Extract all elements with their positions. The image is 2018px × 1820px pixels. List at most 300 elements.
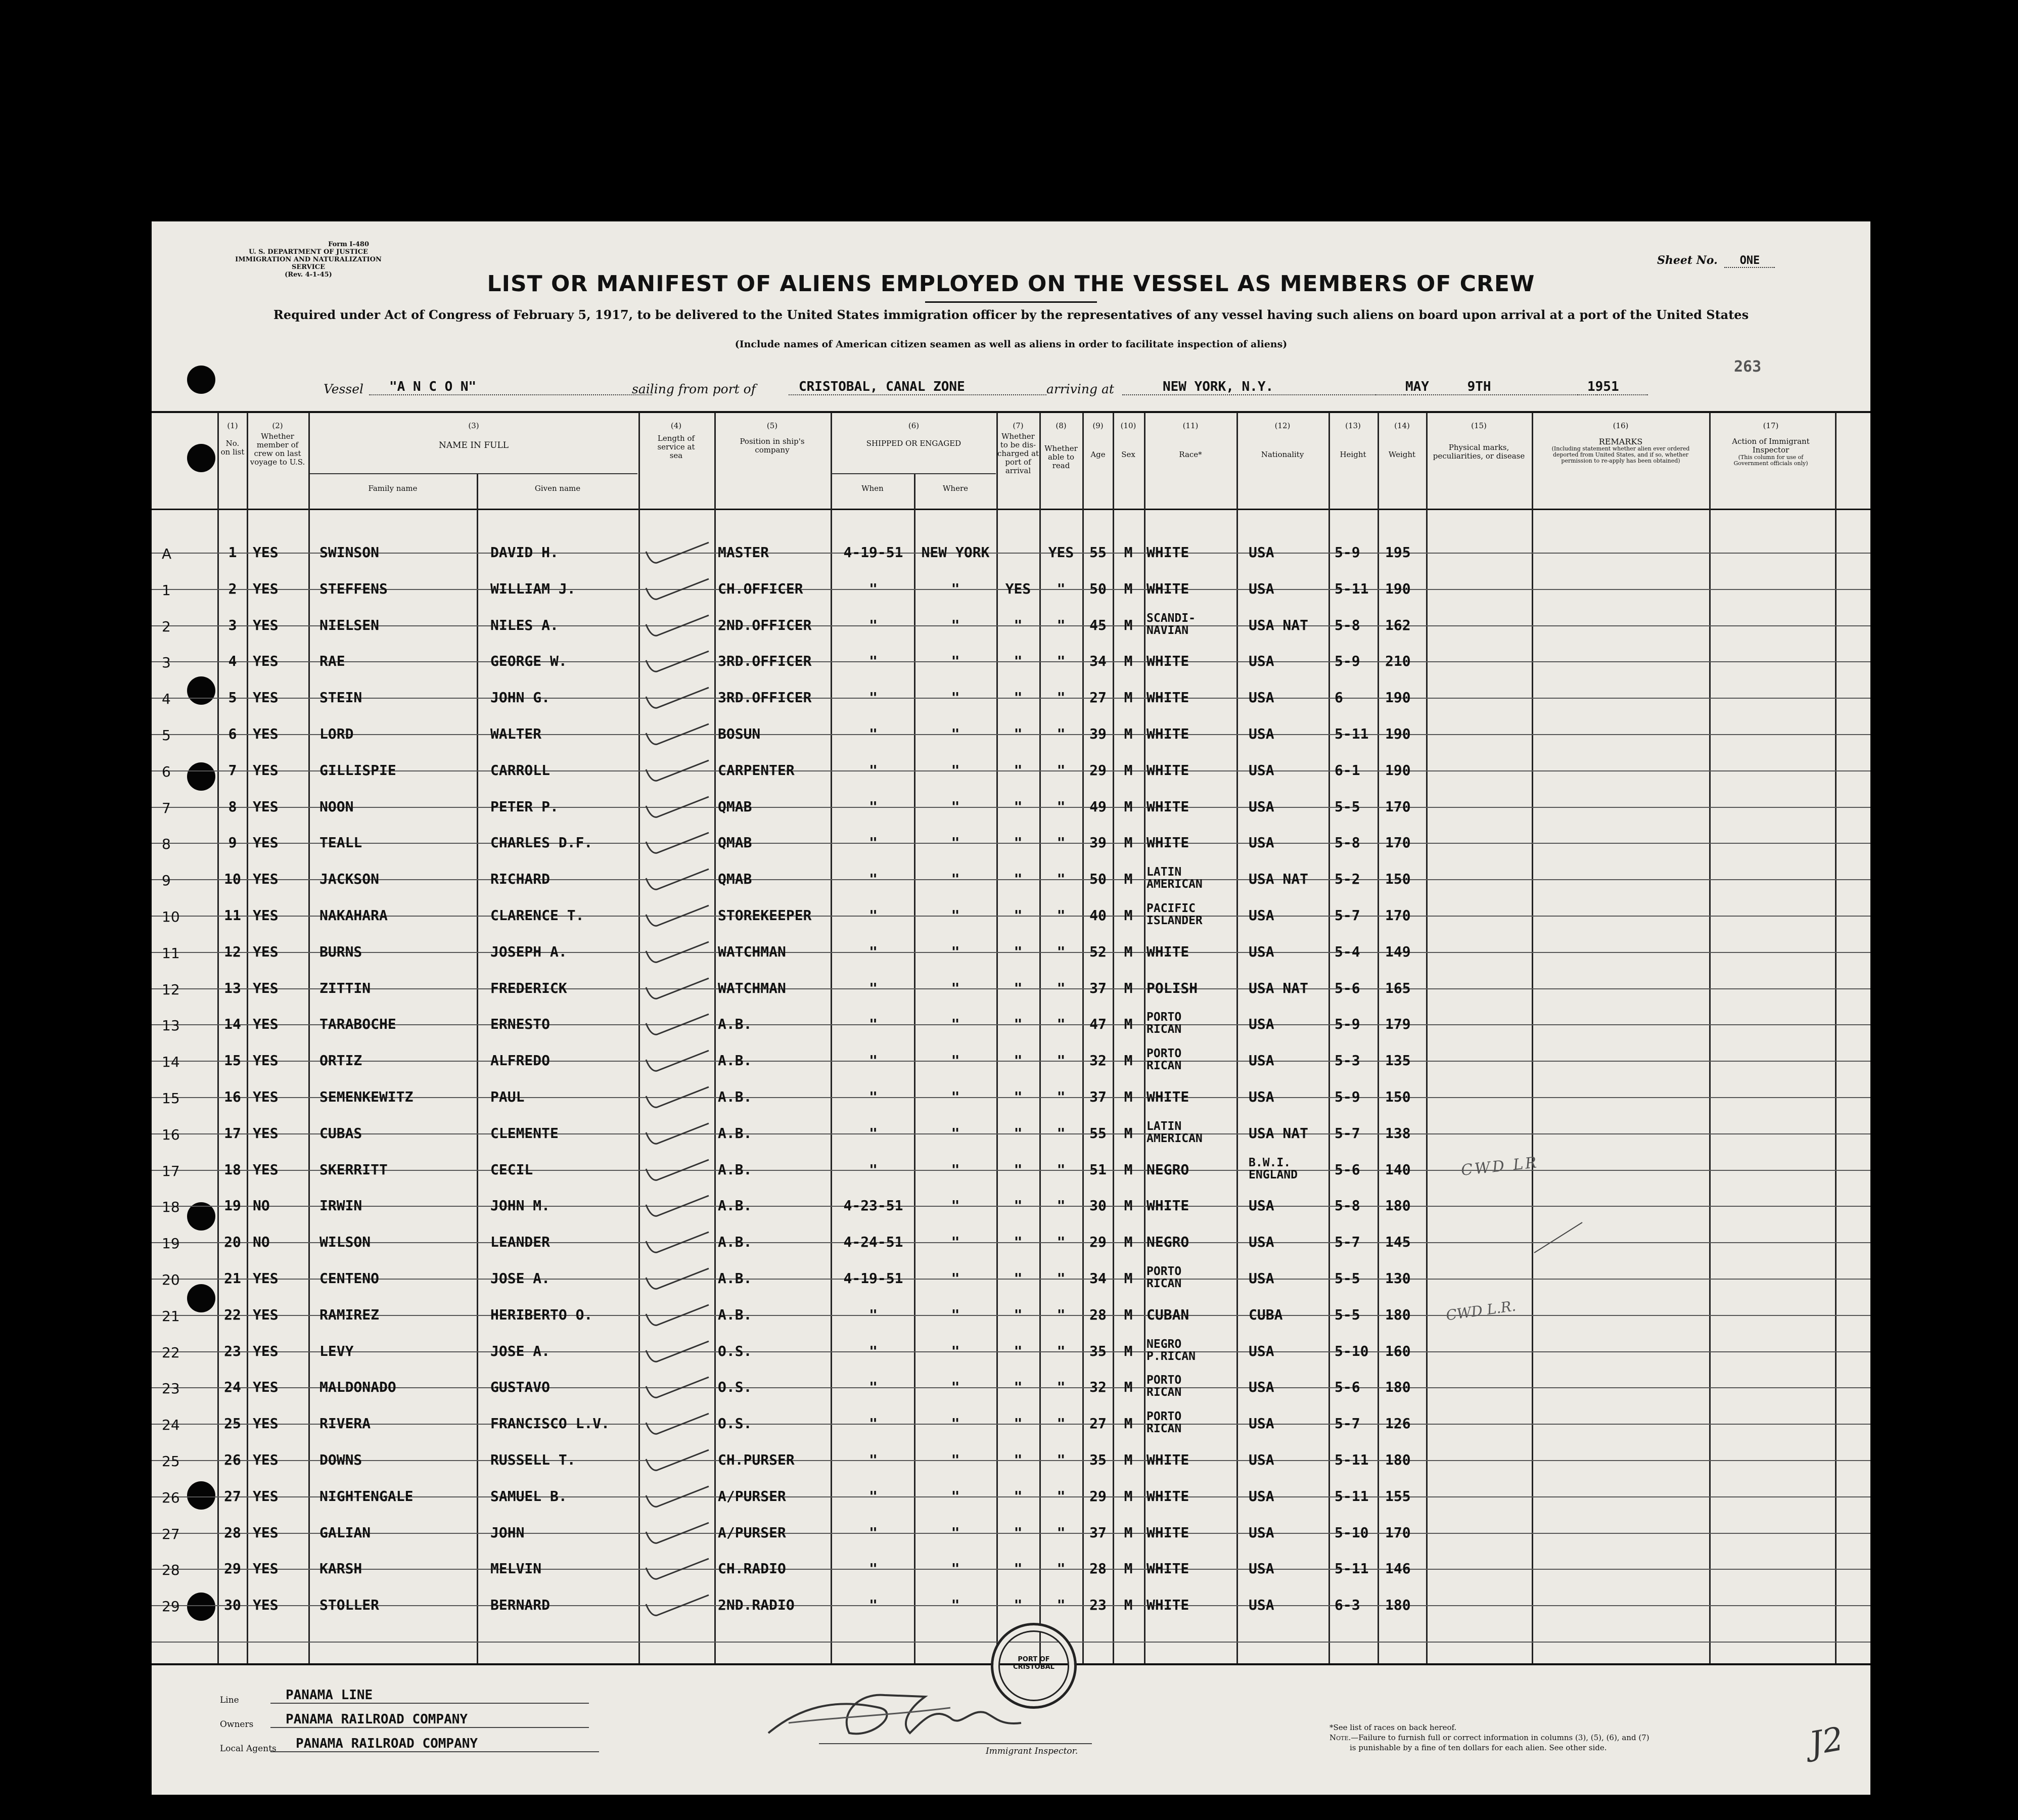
cell-race-line1: WHITE <box>1146 1560 1189 1577</box>
cell-shipped-where: " <box>951 1161 960 1178</box>
cell-family-name: TARABOCHE <box>319 1016 396 1033</box>
cell-discharged: " <box>1014 1415 1023 1432</box>
cell-family-name: GILLISPIE <box>319 761 396 779</box>
agents-value: PANAMA RAILROAD COMPANY <box>270 1736 599 1752</box>
punch-hole <box>187 444 215 472</box>
cell-nationality <box>1249 1199 1327 1213</box>
cell-age: 34 <box>1089 653 1107 670</box>
cell-height: 6-3 <box>1335 1597 1360 1614</box>
cell-family-name: KARSH <box>319 1560 362 1577</box>
cell-sex: M <box>1124 1270 1133 1287</box>
cell-no: 2 <box>228 580 237 597</box>
cell-race-line2: AMERICAN <box>1146 1131 1203 1145</box>
cell-age: 52 <box>1089 943 1107 960</box>
cell-discharged: " <box>1014 1487 1023 1505</box>
cell-nationality-line1: USA <box>1249 1342 1274 1359</box>
check-mark <box>1532 1217 1587 1258</box>
col1-number: (1) <box>227 421 238 430</box>
cell-discharged: " <box>1014 761 1023 779</box>
cell-sex: M <box>1124 1124 1133 1142</box>
cell-family-name: CENTENO <box>319 1270 380 1287</box>
cell-no: 1 <box>228 544 237 561</box>
cell-sex: M <box>1124 544 1133 561</box>
column-divider <box>1039 413 1041 1663</box>
cell-no: 9 <box>228 834 237 851</box>
column-divider <box>217 413 219 1663</box>
col15-header <box>1427 422 1531 461</box>
cell-able-read: " <box>1057 1124 1066 1142</box>
col2-label: Whether member of crew on last voyage to U.S. <box>250 432 305 467</box>
cell-race <box>1146 612 1235 636</box>
cell-family-name: SKERRITT <box>319 1161 388 1178</box>
cell-sex: M <box>1124 1560 1133 1577</box>
cell-race-line1: CUBAN <box>1146 1306 1189 1323</box>
cell-position: CH.OFFICER <box>718 580 803 597</box>
cell-height: 5-3 <box>1335 1052 1360 1069</box>
owners-label: Owners <box>220 1719 254 1730</box>
cell-race-line1: WHITE <box>1146 1088 1189 1105</box>
cell-sex: M <box>1124 1197 1133 1214</box>
cell-nationality <box>1249 1308 1327 1322</box>
col10-number: (10) <box>1120 421 1136 430</box>
cell-no: 4 <box>228 653 237 670</box>
cell-height: 5-6 <box>1335 979 1360 996</box>
cell-age: 55 <box>1089 544 1107 561</box>
cell-shipped-when: " <box>869 834 878 851</box>
cell-able-read: " <box>1057 1088 1066 1105</box>
cell-nationality <box>1249 1598 1327 1612</box>
col14-number: (14) <box>1394 421 1410 430</box>
cell-shipped-where: " <box>951 798 960 815</box>
cell-discharged: " <box>1014 1451 1023 1468</box>
row-margin-mark: 29 <box>162 1598 180 1615</box>
cell-age: 40 <box>1089 907 1107 924</box>
cell-shipped-where: " <box>951 1306 960 1323</box>
service-check-mark <box>642 795 713 825</box>
cell-sex: M <box>1124 871 1133 888</box>
column-divider <box>1378 413 1379 1663</box>
footnote-note <box>1329 1733 1649 1742</box>
cell-nationality <box>1249 1489 1327 1504</box>
cell-able-read: " <box>1057 761 1066 779</box>
cell-shipped-where: " <box>951 1379 960 1396</box>
cell-height: 5-7 <box>1335 1124 1360 1142</box>
cell-weight: 138 <box>1385 1124 1411 1142</box>
service-check-mark <box>642 976 713 1007</box>
cell-family-name: NIELSEN <box>319 616 380 633</box>
column-divider <box>1426 413 1428 1663</box>
corner-initials: J2 <box>1807 1720 1847 1763</box>
cell-shipped-when: " <box>869 798 878 815</box>
cell-race-line1: WHITE <box>1146 1451 1189 1468</box>
cell-race <box>1146 1163 1235 1177</box>
cell-age: 35 <box>1089 1342 1107 1359</box>
cell-race-line1: WHITE <box>1146 653 1189 670</box>
cell-no: 15 <box>224 1052 241 1069</box>
cell-age: 32 <box>1089 1052 1107 1069</box>
cell-position: A.B. <box>718 1270 752 1287</box>
cell-shipped-when: " <box>869 1597 878 1614</box>
cell-family-name: TEALL <box>319 834 362 851</box>
cell-age: 51 <box>1089 1161 1107 1178</box>
service-check-mark <box>642 1085 713 1115</box>
cell-height: 5-10 <box>1335 1524 1369 1541</box>
cell-shipped-where: " <box>951 1415 960 1432</box>
cell-race-line1: PORTO <box>1146 1265 1182 1278</box>
service-check-mark <box>642 1049 713 1079</box>
cell-shipped-when: " <box>869 1342 878 1359</box>
cell-family-name: SWINSON <box>319 544 380 561</box>
cell-race-line1: NEGRO <box>1146 1161 1189 1178</box>
cell-able-read: " <box>1057 798 1066 815</box>
cell-nationality-line1: USA <box>1249 943 1274 960</box>
cell-shipped-where: " <box>951 834 960 851</box>
col7-number: (7) <box>1013 421 1024 430</box>
col6b-header: Where <box>942 484 968 493</box>
cell-nationality <box>1249 1235 1327 1249</box>
cell-race-line1: PACIFIC <box>1146 902 1196 915</box>
cell-position: STOREKEEPER <box>718 907 812 924</box>
cell-nationality-line1: B.W.I. <box>1249 1156 1291 1169</box>
service-check-mark <box>642 1448 713 1478</box>
cell-discharged: " <box>1014 1560 1023 1577</box>
cell-nationality <box>1249 1271 1327 1286</box>
cell-age: 55 <box>1089 1124 1107 1142</box>
cell-height: 5-5 <box>1335 1306 1360 1323</box>
cell-able-read: " <box>1057 871 1066 888</box>
cell-nationality <box>1249 872 1327 886</box>
cell-height: 5-4 <box>1335 943 1360 960</box>
row-margin-mark: 5 <box>162 727 171 744</box>
cell-race <box>1146 1489 1235 1504</box>
cell-last-voyage: NO <box>253 1234 270 1251</box>
col5-number: (5) <box>766 421 778 430</box>
service-check-mark <box>642 1121 713 1152</box>
cell-last-voyage: YES <box>253 544 279 561</box>
cell-age: 32 <box>1089 1379 1107 1396</box>
column-divider <box>247 413 248 1663</box>
cell-age: 39 <box>1089 834 1107 851</box>
cell-race-line2: ISLANDER <box>1146 914 1203 927</box>
col6a-header: When <box>861 484 884 493</box>
cell-shipped-when: " <box>869 689 878 706</box>
arrival-date: MAY 9TH <box>1375 379 1597 395</box>
cell-height: 5-9 <box>1335 1088 1360 1105</box>
cell-shipped-where: " <box>951 1451 960 1468</box>
manifest-sheet <box>152 221 1870 1795</box>
cell-family-name: BURNS <box>319 943 362 960</box>
cell-last-voyage: YES <box>253 1524 279 1541</box>
cell-family-name: IRWIN <box>319 1197 362 1214</box>
agents-label: Local Agents <box>220 1744 277 1754</box>
col15-label: Physical marks, peculiarities, or disease <box>1433 443 1525 461</box>
cell-last-voyage: YES <box>253 761 279 779</box>
cell-given-name: JOSEPH A. <box>490 943 567 960</box>
cell-height: 5-5 <box>1335 1270 1360 1287</box>
row-margin-mark: 14 <box>162 1054 180 1071</box>
cell-height: 5-11 <box>1335 725 1369 742</box>
cell-weight: 170 <box>1385 798 1411 815</box>
cell-able-read: " <box>1057 1161 1066 1178</box>
cell-height: 5-6 <box>1335 1379 1360 1396</box>
cell-height: 5-5 <box>1335 798 1360 815</box>
cell-no: 5 <box>228 689 237 706</box>
cell-family-name: SEMENKEWITZ <box>319 1088 414 1105</box>
header-bottom-border <box>152 509 1870 510</box>
cell-nationality-line1: USA <box>1249 1016 1274 1033</box>
cell-height: 5-10 <box>1335 1342 1369 1359</box>
cell-race <box>1146 800 1235 814</box>
title-underline <box>925 301 1097 303</box>
cell-able-read: " <box>1057 1016 1066 1033</box>
cell-height: 5-8 <box>1335 834 1360 851</box>
col3-label: NAME IN FULL <box>438 440 509 450</box>
cell-last-voyage: YES <box>253 1342 279 1359</box>
cell-position: WATCHMAN <box>718 979 786 996</box>
cell-sex: M <box>1124 653 1133 670</box>
cell-given-name: CARROLL <box>490 761 551 779</box>
cell-given-name: WALTER <box>490 725 542 742</box>
cell-able-read: " <box>1057 1487 1066 1505</box>
cell-able-read: " <box>1057 616 1066 633</box>
cell-race <box>1146 836 1235 850</box>
cell-given-name: JOHN M. <box>490 1197 551 1214</box>
cell-race-line1: WHITE <box>1146 798 1189 815</box>
col9-header <box>1083 422 1113 459</box>
row-margin-mark: 26 <box>162 1489 180 1506</box>
cell-sex: M <box>1124 798 1133 815</box>
cell-able-read: " <box>1057 1415 1066 1432</box>
cell-last-voyage: YES <box>253 1016 279 1033</box>
cell-position: A.B. <box>718 1052 752 1069</box>
col11-header <box>1145 422 1236 459</box>
cell-nationality <box>1249 945 1327 959</box>
cell-nationality <box>1249 1054 1327 1068</box>
cell-position: MASTER <box>718 544 769 561</box>
cell-able-read: " <box>1057 580 1066 597</box>
cell-given-name: JOHN G. <box>490 689 551 706</box>
cell-no: 18 <box>224 1161 241 1178</box>
cell-nationality <box>1249 1157 1327 1181</box>
cell-shipped-where: " <box>951 616 960 633</box>
cell-weight: 162 <box>1385 616 1411 633</box>
cell-height: 5-7 <box>1335 907 1360 924</box>
cell-shipped-where: " <box>951 1524 960 1541</box>
cell-given-name: ALFREDO <box>490 1052 551 1069</box>
cell-sex: M <box>1124 1234 1133 1251</box>
cell-nationality-line1: USA NAT <box>1249 616 1309 633</box>
cell-family-name: RAMIREZ <box>319 1306 380 1323</box>
cell-position: A.B. <box>718 1197 752 1214</box>
cell-race <box>1146 1308 1235 1322</box>
row-margin-mark: 1 <box>162 581 171 599</box>
cell-sex: M <box>1124 1306 1133 1323</box>
service-check-mark <box>642 1412 713 1442</box>
cell-sex: M <box>1124 1487 1133 1505</box>
cell-last-voyage: YES <box>253 943 279 960</box>
cell-position: 3RD.OFFICER <box>718 689 812 706</box>
cell-race <box>1146 902 1235 927</box>
service-check-mark <box>642 1593 713 1623</box>
service-check-mark <box>642 1521 713 1551</box>
col6-number: (6) <box>908 421 920 430</box>
cell-discharged: " <box>1014 725 1023 742</box>
cell-nationality <box>1249 1090 1327 1104</box>
cell-sex: M <box>1124 616 1133 633</box>
col2-number: (2) <box>272 421 283 430</box>
cell-race-line2: RICAN <box>1146 1059 1182 1073</box>
cell-shipped-when: 4-19-51 <box>843 1270 903 1287</box>
cell-position: CH.RADIO <box>718 1560 786 1577</box>
cell-shipped-when: 4-23-51 <box>843 1197 903 1214</box>
cell-given-name: JOSE A. <box>490 1270 551 1287</box>
cell-given-name: WILLIAM J. <box>490 580 576 597</box>
cell-no: 27 <box>224 1487 241 1505</box>
column-divider <box>1532 413 1533 1663</box>
cell-given-name: ERNESTO <box>490 1016 551 1033</box>
arriving-port: NEW YORK, N.Y. <box>1122 379 1405 395</box>
cell-shipped-where: " <box>951 871 960 888</box>
cell-family-name: DOWNS <box>319 1451 362 1468</box>
cell-no: 25 <box>224 1415 241 1432</box>
cell-weight: 180 <box>1385 1306 1411 1323</box>
cell-nationality-line1: USA <box>1249 544 1274 561</box>
cell-height: 5-8 <box>1335 1197 1360 1214</box>
col3b-header: Given name <box>534 484 581 493</box>
cell-given-name: PAUL <box>490 1088 525 1105</box>
cell-weight: 190 <box>1385 725 1411 742</box>
row-margin-mark: 9 <box>162 872 171 889</box>
table-top-border <box>152 411 1870 413</box>
cell-weight: 130 <box>1385 1270 1411 1287</box>
cell-last-voyage: YES <box>253 798 279 815</box>
cell-position: QMAB <box>718 798 752 815</box>
service-check-mark <box>642 577 713 607</box>
cell-able-read: " <box>1057 1560 1066 1577</box>
cell-nationality <box>1249 582 1327 596</box>
col1-header <box>220 422 245 457</box>
cell-family-name: LORD <box>319 725 354 742</box>
cell-position: A.B. <box>718 1124 752 1142</box>
col17-header <box>1710 422 1831 467</box>
cell-given-name: RUSSELL T. <box>490 1451 576 1468</box>
col5-label: Position in ship's company <box>740 437 805 454</box>
cell-no: 24 <box>224 1379 241 1396</box>
cell-able-read: " <box>1057 1270 1066 1287</box>
cell-nationality-line1: USA <box>1249 761 1274 779</box>
cell-race <box>1146 1120 1235 1145</box>
cell-family-name: ORTIZ <box>319 1052 362 1069</box>
inspector-label: Immigrant Inspector. <box>986 1746 1078 1756</box>
cell-shipped-when: " <box>869 1560 878 1577</box>
cell-shipped-when: " <box>869 1161 878 1178</box>
cell-shipped-when: " <box>869 725 878 742</box>
cell-height: 6 <box>1335 689 1343 706</box>
cell-family-name: NIGHTENGALE <box>319 1487 414 1505</box>
service-check-mark <box>642 1484 713 1515</box>
cell-last-voyage: YES <box>253 1124 279 1142</box>
cell-height: 5-11 <box>1335 1560 1369 1577</box>
cell-age: 30 <box>1089 1197 1107 1214</box>
cell-discharged: " <box>1014 1124 1023 1142</box>
cell-race-line2: RICAN <box>1146 1023 1182 1036</box>
sheet-number: ONE <box>1724 254 1775 268</box>
cell-last-voyage: YES <box>253 1451 279 1468</box>
cell-shipped-where: " <box>951 761 960 779</box>
cell-weight: 126 <box>1385 1415 1411 1432</box>
service-check-mark <box>642 1194 713 1224</box>
remark-skerritt: CWD LR <box>1460 1154 1540 1179</box>
cell-last-voyage: YES <box>253 1487 279 1505</box>
cell-height: 5-11 <box>1335 1451 1369 1468</box>
service-check-mark <box>642 722 713 752</box>
cell-discharged: " <box>1014 798 1023 815</box>
col1-label: No. on list <box>220 439 245 457</box>
service-check-mark <box>642 1012 713 1042</box>
cell-race-line2: NAVIAN <box>1146 623 1189 637</box>
cell-given-name: FREDERICK <box>490 979 567 996</box>
cell-race-line1: PORTO <box>1146 1047 1182 1061</box>
cell-no: 28 <box>224 1524 241 1541</box>
cell-last-voyage: YES <box>253 979 279 996</box>
cell-race <box>1146 1048 1235 1072</box>
row-margin-mark: 11 <box>162 944 180 962</box>
cell-position: WATCHMAN <box>718 943 786 960</box>
col6-label: SHIPPED OR ENGAGED <box>866 439 961 448</box>
cell-shipped-where: " <box>951 1487 960 1505</box>
cell-no: 19 <box>224 1197 241 1214</box>
cell-discharged: " <box>1014 1379 1023 1396</box>
cell-discharged: " <box>1014 1016 1023 1033</box>
form-number: Form I-480 <box>328 241 369 248</box>
cell-nationality-line1: USA NAT <box>1249 871 1309 888</box>
cell-nationality <box>1249 545 1327 560</box>
cell-race <box>1146 654 1235 668</box>
col17-number: (17) <box>1763 421 1779 430</box>
cell-nationality-line1: USA <box>1249 798 1274 815</box>
cell-nationality-line1: CUBA <box>1249 1306 1283 1323</box>
cell-sex: M <box>1124 725 1133 742</box>
cell-position: A.B. <box>718 1161 752 1178</box>
cell-shipped-where: " <box>951 907 960 924</box>
col13-number: (13) <box>1345 421 1361 430</box>
cell-weight: 195 <box>1385 544 1411 561</box>
cell-nationality-line1: USA <box>1249 1524 1274 1541</box>
cell-shipped-when: " <box>869 943 878 960</box>
cell-given-name: CHARLES D.F. <box>490 834 593 851</box>
cell-position: 2ND.OFFICER <box>718 616 812 633</box>
cell-age: 34 <box>1089 1270 1107 1287</box>
cell-family-name: CUBAS <box>319 1124 362 1142</box>
cell-discharged: " <box>1014 653 1023 670</box>
cell-height: 5-11 <box>1335 1487 1369 1505</box>
port-stamp <box>991 1623 1077 1709</box>
col5-header <box>715 422 829 454</box>
service-check-mark <box>642 867 713 897</box>
cell-given-name: RICHARD <box>490 871 551 888</box>
cell-weight: 165 <box>1385 979 1411 996</box>
cell-last-voyage: YES <box>253 725 279 742</box>
cell-nationality <box>1249 1526 1327 1540</box>
cell-no: 6 <box>228 725 237 742</box>
column-divider <box>1835 413 1837 1663</box>
cell-last-voyage: NO <box>253 1197 270 1214</box>
cell-sex: M <box>1124 834 1133 851</box>
cell-race-line2: AMERICAN <box>1146 878 1203 891</box>
cell-nationality <box>1249 1344 1327 1358</box>
cell-family-name: STEIN <box>319 689 362 706</box>
cell-height: 5-8 <box>1335 616 1360 633</box>
